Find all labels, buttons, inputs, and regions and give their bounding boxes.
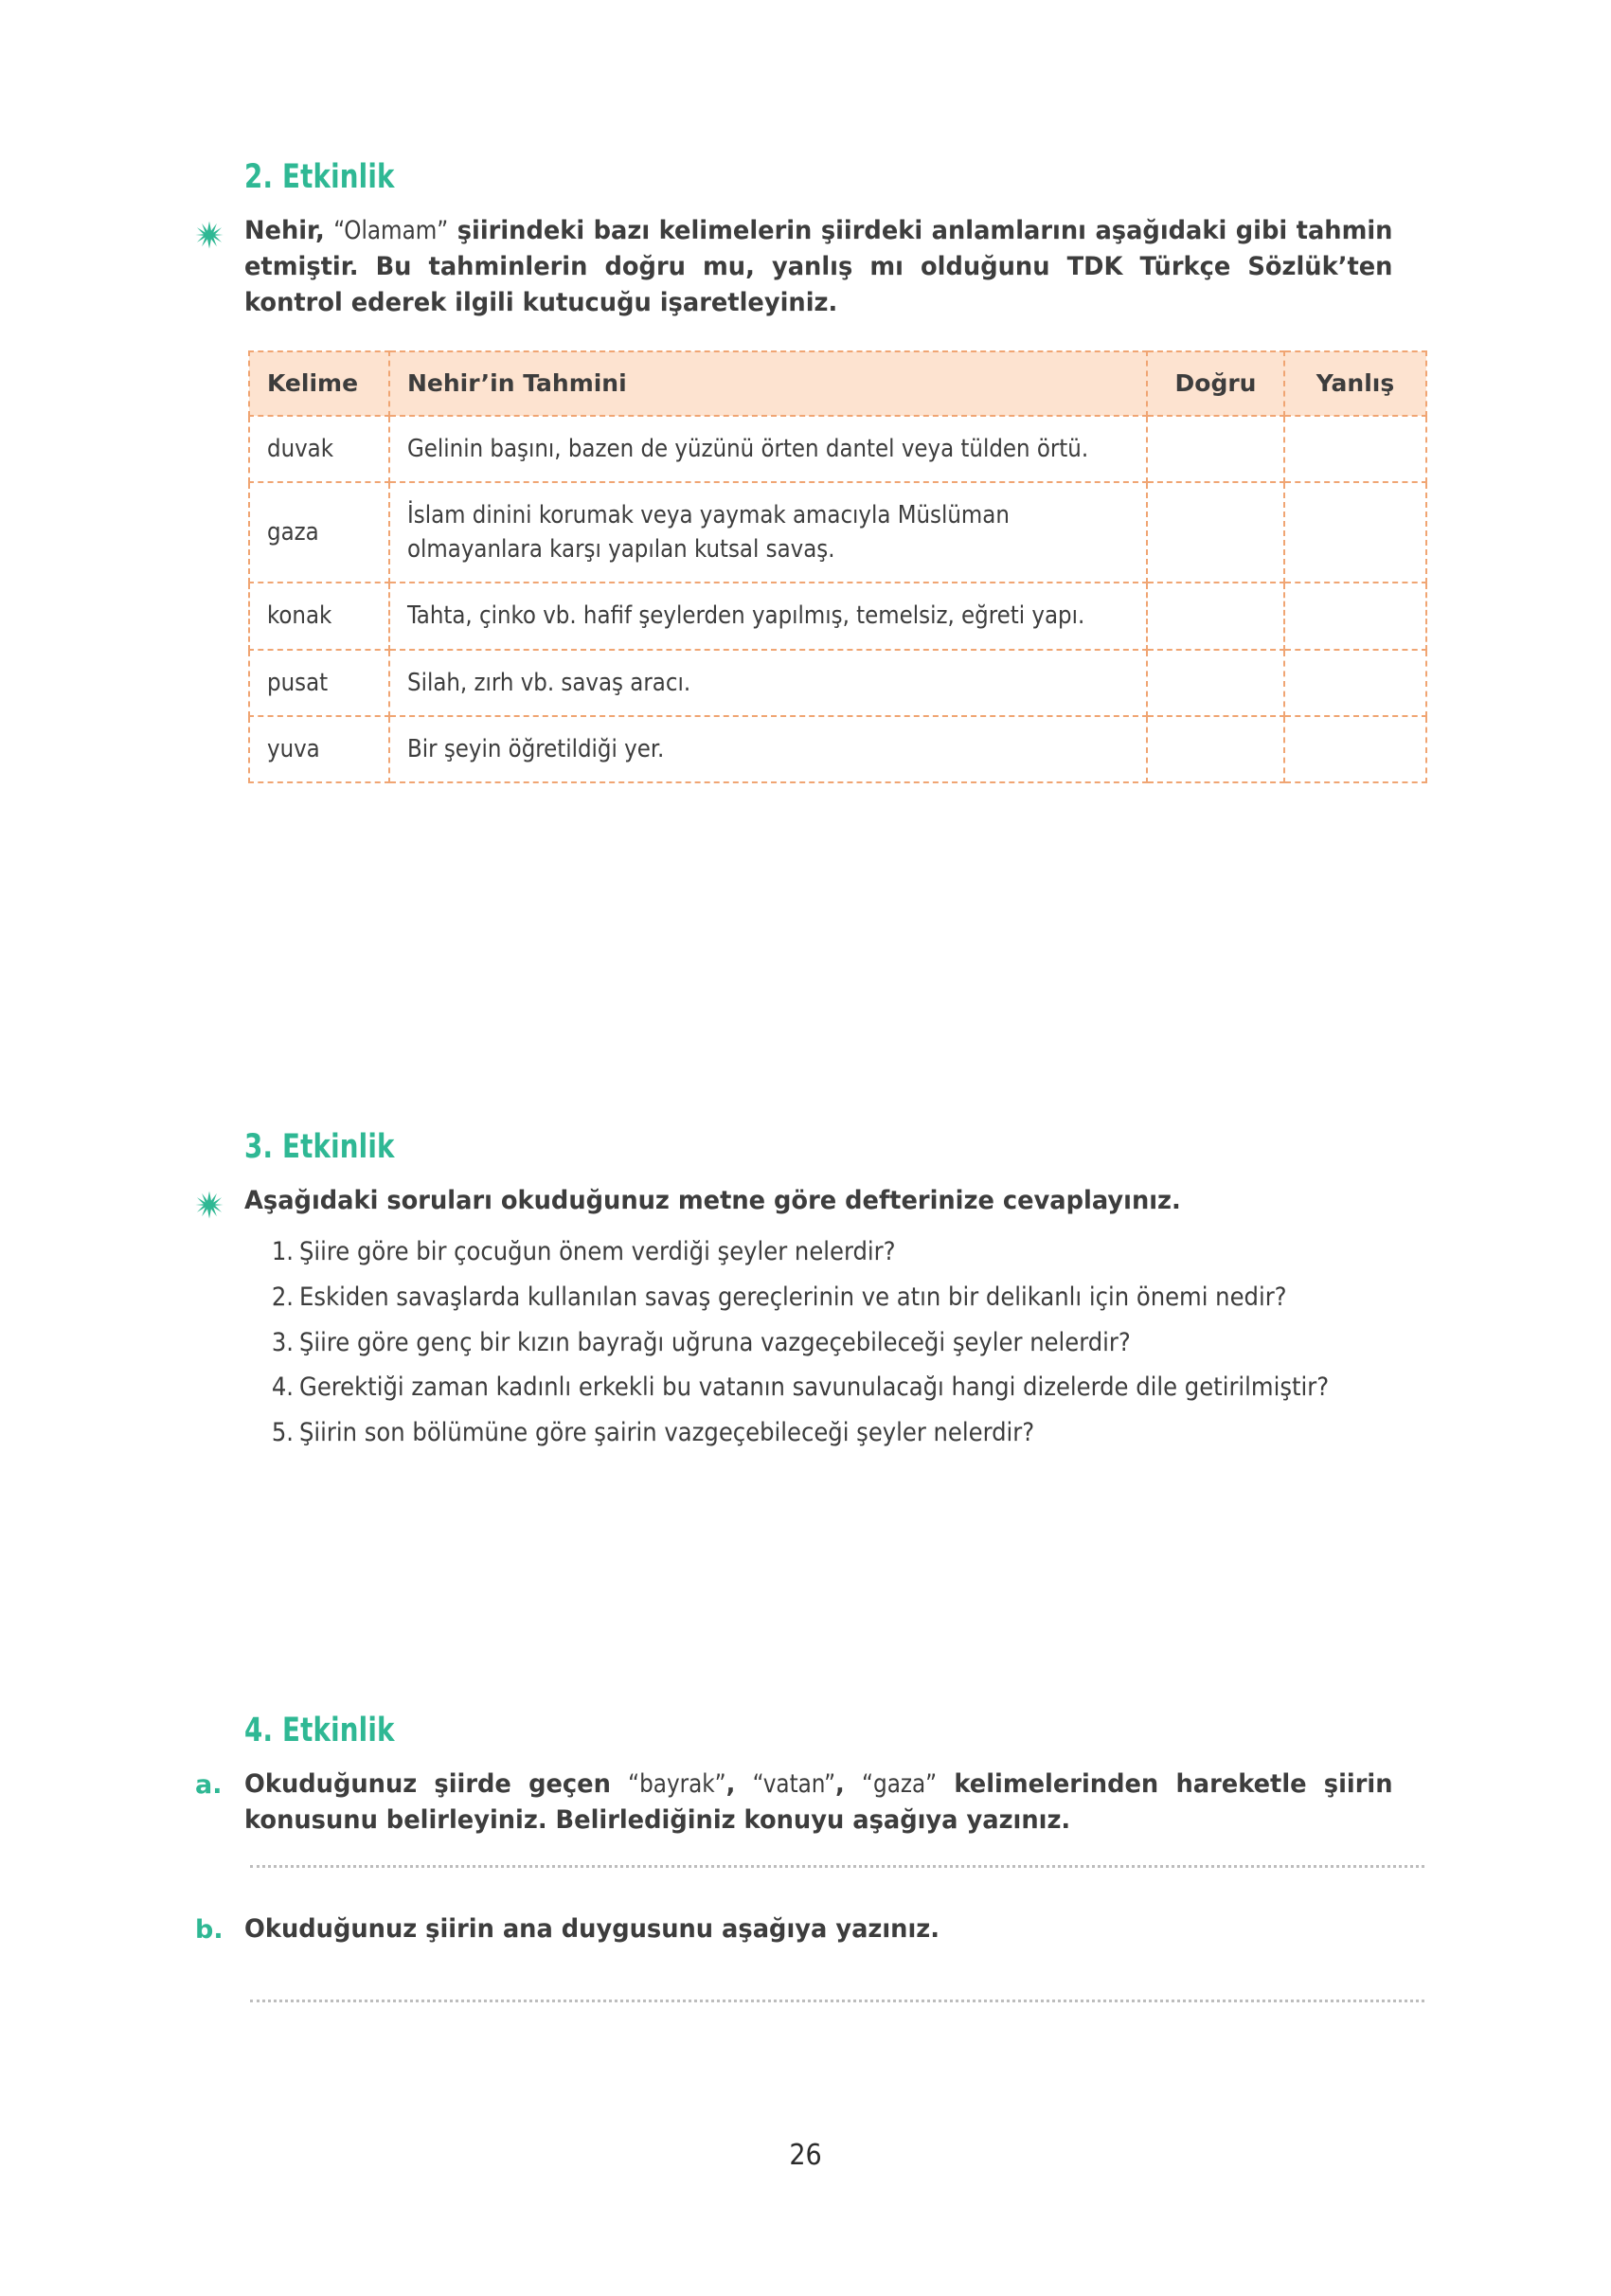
answer-line-b[interactable]	[250, 1998, 1424, 2002]
list-item: Eskiden savaşlarda kullanılan savaş gereçlerinin ve atın bir delikanlı için önemi nedir?	[299, 1282, 1287, 1312]
table-row	[249, 650, 1426, 716]
cell-kelime: gaza	[249, 482, 389, 583]
cell-tahmin: Bir şeyin öğretildiği yer.	[389, 716, 1147, 782]
star-burst-icon	[195, 221, 224, 249]
answer-line-a[interactable]	[250, 1863, 1424, 1868]
activity-3-section	[244, 1129, 1428, 1459]
activity-3-instruction-text: Aşağıdaki soruları okuduğunuz metne göre defterinize cevaplayınız.	[244, 1185, 1181, 1215]
checkbox-cell-dogru[interactable]	[1147, 416, 1284, 482]
table-head	[249, 351, 1426, 416]
cell-tahmin: İslam dinini korumak veya yaymak amacıyla Müslüman olmayanlara karşı yapılan kutsal savaş.	[389, 482, 1147, 583]
checkbox-cell-yanlis[interactable]	[1284, 416, 1426, 482]
table-row	[249, 482, 1426, 583]
instruction-lead: Nehir,	[244, 215, 334, 245]
cell-tahmin: Silah, zırh vb. savaş aracı.	[389, 650, 1147, 716]
separator-2: ,	[835, 1768, 863, 1799]
cell-kelime: konak	[249, 583, 389, 649]
activity-2-instruction-text	[244, 213, 1393, 322]
activity-4-item-b-text: Okuduğunuz şiirin ana duygusunu aşağıya yazınız.	[244, 1914, 940, 1945]
list-item: Şiirin son bölümüne göre şairin vazgeçebileceği şeyler nelerdir?	[299, 1418, 1035, 1448]
column-header-yanlis: Yanlış	[1284, 351, 1426, 416]
activity-4-item-a-text	[244, 1767, 1393, 1839]
cell-kelime: duvak	[249, 416, 389, 482]
question-list	[244, 1232, 1428, 1453]
list-item: Şiire göre bir çocuğun önem verdiği şeyler nelerdir?	[299, 1236, 896, 1266]
separator-1: ,	[725, 1768, 753, 1799]
cell-tahmin: Gelinin başını, bazen de yüzünü örten dantel veya tülden örtü.	[389, 416, 1147, 482]
item-a-marker: a.	[195, 1769, 223, 1800]
activity-2-instruction-row	[244, 213, 1428, 322]
checkbox-cell-yanlis[interactable]	[1284, 716, 1426, 782]
cell-tahmin: Tahta, çinko vb. hafif şeylerden yapılmış, temelsiz, eğreti yapı.	[389, 583, 1147, 649]
checkbox-cell-yanlis[interactable]	[1284, 650, 1426, 716]
instruction-rest: şiirindeki bazı kelimelerin şiirdeki anlamlarını aşağıdaki gibi tahmin etmiştir. Bu tahminlerin doğru mu, yanlış mı olduğunu TDK Türkçe Sözlük’ten kontrol ederek ilgili kutucuğu işaretleyiniz.	[244, 215, 1393, 318]
item-a-rest: kelimelerinden hareketle şiirin konusunu belirleyiniz. Belirlediğiniz konuyu aşağıya yazınız.	[244, 1768, 1393, 1835]
item-b-marker: b.	[195, 1915, 224, 1946]
activity-4-section	[195, 1712, 1428, 2002]
table-row	[249, 416, 1426, 482]
item-a-lead: Okuduğunuz şiirde geçen	[244, 1768, 629, 1799]
activity-4-item-b-row	[195, 1911, 1428, 1948]
checkbox-cell-dogru[interactable]	[1147, 482, 1284, 583]
column-header-dogru: Doğru	[1147, 351, 1284, 416]
column-header-tahmini: Nehir’in Tahmini	[389, 351, 1147, 416]
keyword-gaza: “gaza”	[862, 1768, 938, 1799]
checkbox-cell-dogru[interactable]	[1147, 716, 1284, 782]
page-number: 26	[789, 2139, 822, 2172]
keyword-bayrak: “bayrak”	[628, 1768, 726, 1799]
cell-kelime: yuva	[249, 716, 389, 782]
activity-3-instruction-row	[244, 1183, 1428, 1219]
checkbox-cell-yanlis[interactable]	[1284, 583, 1426, 649]
activity-2-section	[244, 159, 1428, 783]
activity-3-heading: 3. Etkinlik	[244, 1128, 395, 1166]
checkbox-cell-dogru[interactable]	[1147, 583, 1284, 649]
kelime-tahmin-table	[248, 350, 1427, 783]
kelime-table-wrapper	[248, 350, 1425, 783]
activity-2-heading: 2. Etkinlik	[244, 158, 395, 196]
column-header-kelime: Kelime	[249, 351, 389, 416]
list-item: Şiire göre genç bir kızın bayrağı uğruna vazgeçebileceği şeyler nelerdir?	[299, 1327, 1131, 1357]
star-burst-icon	[195, 1191, 224, 1219]
activity-4-heading: 4. Etkinlik	[244, 1712, 395, 1749]
table-row	[249, 716, 1426, 782]
table-body	[249, 416, 1426, 782]
keyword-vatan: “vatan”	[752, 1768, 836, 1799]
table-header-row	[249, 351, 1426, 416]
table-row	[249, 583, 1426, 649]
cell-kelime: pusat	[249, 650, 389, 716]
checkbox-cell-yanlis[interactable]	[1284, 482, 1426, 583]
list-item: Gerektiği zaman kadınlı erkekli bu vatanın savunulacağı hangi dizelerde dile getirilmiştir?	[299, 1372, 1330, 1403]
instruction-poem-title: “Olamam”	[333, 215, 449, 245]
activity-4-item-a-row	[195, 1767, 1428, 1839]
checkbox-cell-dogru[interactable]	[1147, 650, 1284, 716]
